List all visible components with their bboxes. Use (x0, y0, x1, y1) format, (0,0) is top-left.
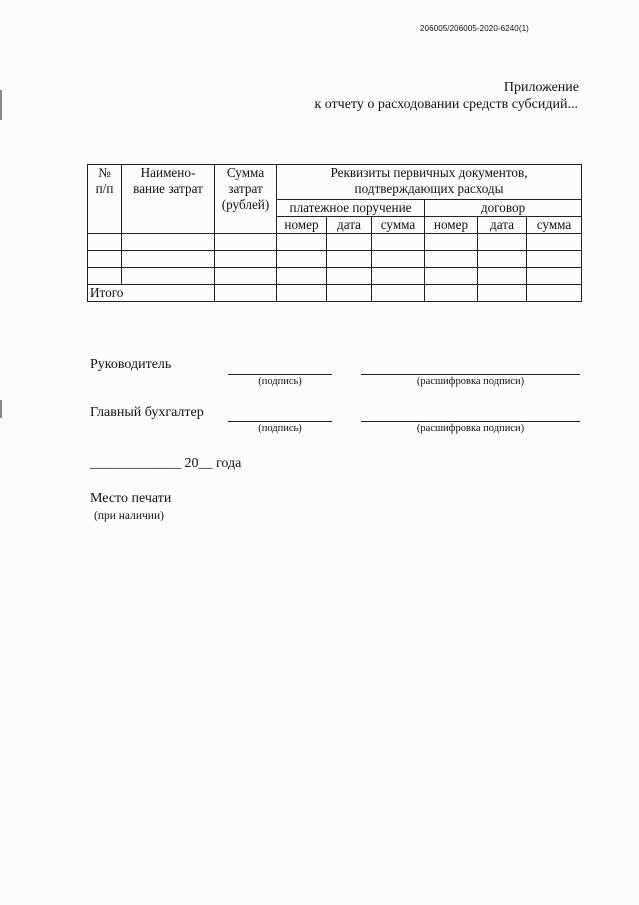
accountant-signature-line (228, 421, 332, 422)
table-row (88, 251, 582, 268)
header-name: Наимено- вание затрат (122, 165, 215, 234)
header-payment-sum: сумма (372, 217, 425, 234)
head-signature-caption: (подпись) (258, 376, 302, 387)
total-row (88, 285, 582, 302)
header-num: № п/п (88, 165, 122, 234)
header-contract-sum: сумма (527, 217, 582, 234)
header-payment-date: дата (327, 217, 372, 234)
stamp-label: Место печати (90, 491, 172, 506)
head-label: Руководитель (90, 357, 172, 372)
header-contract: договор (425, 200, 582, 217)
header-contract-number: номер (425, 217, 478, 234)
header-payment-number: номер (277, 217, 327, 234)
head-decoding-line (361, 374, 580, 375)
total-label: Итого (88, 285, 215, 302)
expenses-table (87, 164, 582, 302)
accountant-label: Главный бухгалтер (90, 405, 204, 420)
scan-margin-mark (0, 400, 2, 418)
header-sum: Сумма затрат (рублей) (215, 165, 277, 234)
stamp-note: (при наличии) (94, 510, 164, 522)
scan-margin-mark (0, 90, 2, 120)
table-row (88, 268, 582, 285)
accountant-decoding-caption: (расшифровка подписи) (416, 423, 525, 434)
head-decoding-caption: (расшифровка подписи) (416, 376, 525, 387)
accountant-decoding-line (361, 421, 580, 422)
document-id: 206005/206005-2020-6240(1) (420, 24, 529, 33)
appendix-subtitle: к отчету о расходовании средств субсидий... (314, 97, 578, 112)
head-signature-line (228, 374, 332, 375)
header-requisites: Реквизиты первичных документов, подтверждающих расходы (277, 165, 582, 200)
header-payment-order: платежное поручение (277, 200, 425, 217)
appendix-title: Приложение (503, 80, 579, 95)
accountant-signature-caption: (подпись) (258, 423, 302, 434)
date-line: _____________ 20__ года (90, 456, 242, 471)
header-contract-date: дата (478, 217, 527, 234)
table-row (88, 234, 582, 251)
